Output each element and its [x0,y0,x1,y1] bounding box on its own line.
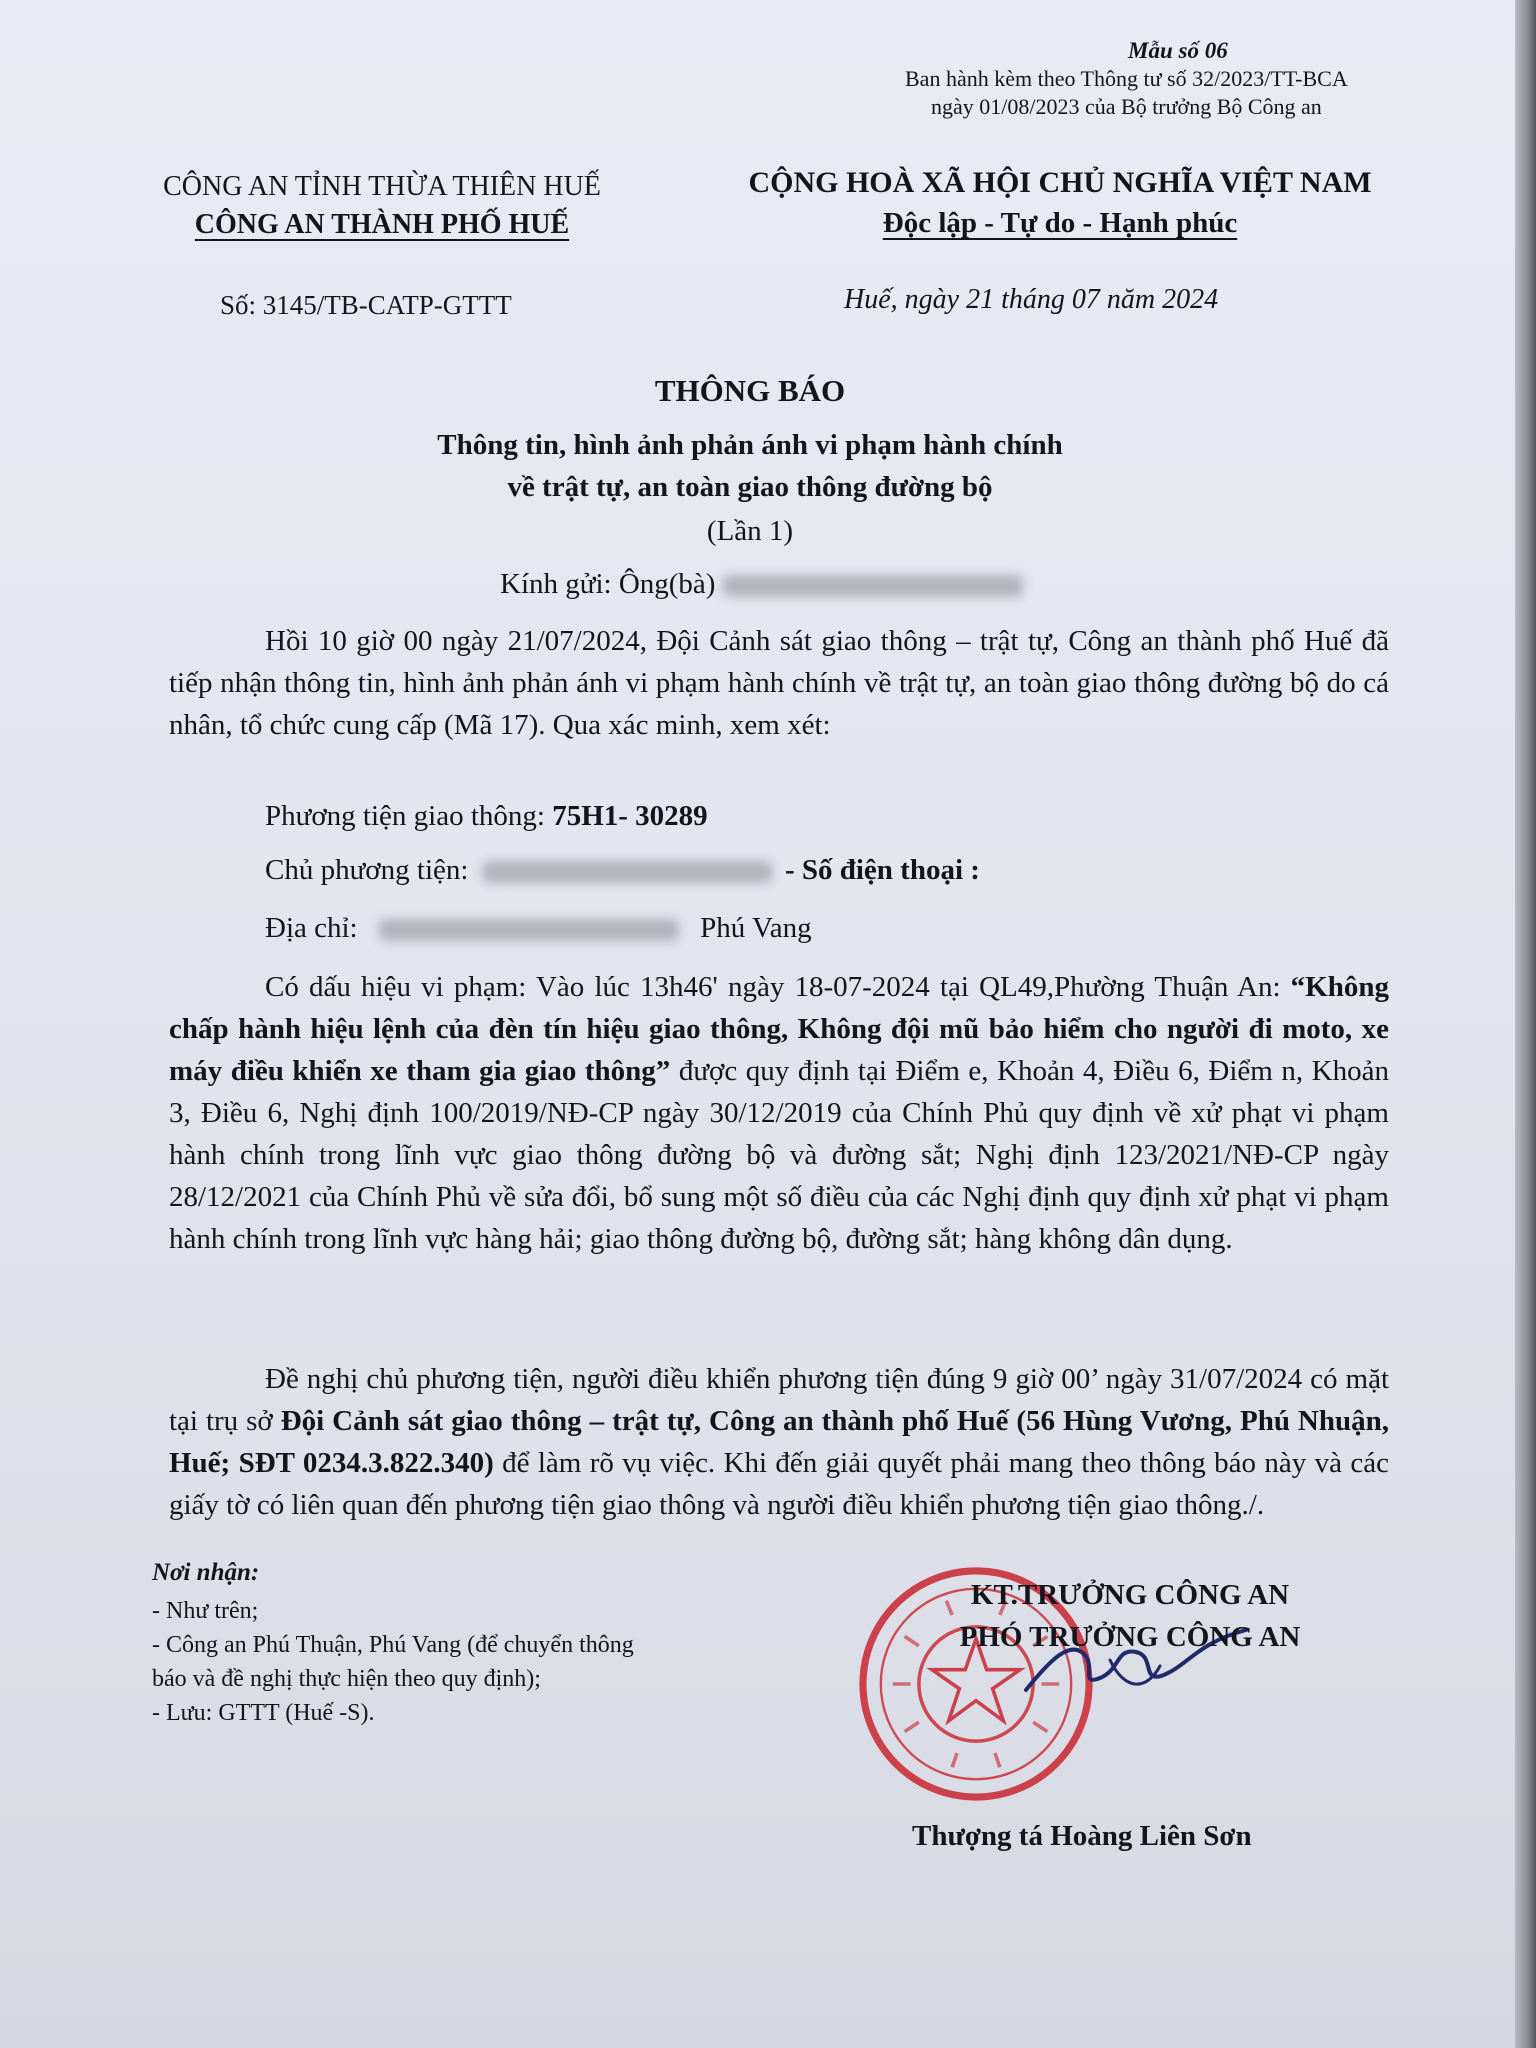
violation-legal-basis: được quy định tại Điểm e, Khoản 4, Điều 6, Điểm n, Khoản 3, Điều 6, Nghị định 100/2019/NĐ-CP ngày 30/12/2019 của Chính Phủ quy định về xử phạt vi phạm hành chính trong lĩnh vực giao thông đường bộ và đường sắt; Nghị định 123/2021/NĐ-CP ngày 28/12/2021 của Chính Phủ về sửa đổi, bổ sung một số điều của các Nghị định quy định xử phạt vi phạm hành chính trong lĩnh vực hàng hải; giao thông đường bộ, đường sắt; hàng không dân dụng. [169,1055,1389,1255]
form-issued-date: ngày 01/08/2023 của Bộ trưởng Bộ Công an [931,94,1322,119]
address-label: Địa chỉ: [265,912,358,944]
address-line [265,912,812,945]
title-attempt: (Lần 1) [706,515,794,547]
owner-line [265,854,980,887]
recipient-label: Kính gửi: Ông(bà) [500,568,716,600]
title-block [300,370,1200,552]
recipients-item: - Công an Phú Thuận, Phú Vang (để chuyển thông [152,1632,634,1658]
document-title: THÔNG BÁO [654,373,846,408]
title-line-2: về trật tự, an toàn giao thông đường bộ [507,471,993,503]
signature-line-1: KT.TRƯỞNG CÔNG AN [970,1579,1290,1611]
agency-name [112,206,652,244]
request-paragraph [169,1358,1389,1526]
agency-parent: CÔNG AN TỈNH THỪA THIÊN HUẾ [163,171,601,202]
recipients-item: - Như trên; [152,1598,259,1624]
redacted-address [379,919,679,941]
redacted-owner-name [482,861,772,883]
recipients-block [152,1556,634,1730]
vehicle-label: Phương tiện giao thông: [265,800,545,832]
recipients-item: báo và đề nghị thực hiện theo quy định); [152,1666,541,1692]
request-lead: Đề nghị chủ phương tiện, người điều khiển phương tiện đúng 9 giờ 00’ ngày 31/07/2024 có mặt tại trụ sở [169,1363,1389,1437]
signature-line-2: PHÓ TRƯỞNG CÔNG AN [959,1621,1301,1653]
nation-block [700,163,1420,243]
document-number: Số: 3145/TB-CATP-GTTT [220,290,512,320]
vehicle-line [265,800,708,833]
form-issued-with: Ban hành kèm theo Thông tư số 32/2023/TT-BCA [905,66,1348,91]
phone-label: - Số điện thoại : [784,854,980,886]
violation-quote: “Không chấp hành hiệu lệnh của đèn tín hiệu giao thông, Không đội mũ bảo hiểm cho người đi moto, xe máy điều khiển xe tham gia giao thông” [169,971,1389,1087]
nation-name: CỘNG HOÀ XÃ HỘI CHỦ NGHĨA VIỆT NAM [748,166,1372,199]
redacted-recipient-name [723,575,1023,597]
form-number: Mẫu số 06 [1128,38,1228,63]
signature-block [890,1574,1370,1658]
intro-paragraph: Hồi 10 giờ 00 ngày 21/07/2024, Đội Cảnh sát giao thông – trật tự, Công an thành phố Huế đã tiếp nhận thông tin, hình ảnh phản ánh vi phạm hành chính về trật tự, an toàn giao thông đường bộ do cá nhân, tổ chức cung cấp (Mã 17). Qua xác minh, xem xét: [169,625,1389,741]
recipient-line [500,568,1023,601]
signer-name: Thượng tá Hoàng Liên Sơn [912,1820,1252,1852]
title-line-1: Thông tin, hình ảnh phản ánh vi phạm hành chính [437,429,1063,461]
agency-block [112,168,652,244]
place-date: Huế, ngày 21 tháng 07 năm 2024 [844,284,1219,315]
national-motto [700,203,1420,243]
violation-lead: Có dấu hiệu vi phạm: Vào lúc 13h46' ngày 18-07-2024 tại QL49,Phường Thuận An: [265,971,1291,1003]
agency-name-text: CÔNG AN THÀNH PHỐ HUẾ [194,209,570,240]
violation-paragraph [169,966,1389,1260]
recipients-title: Nơi nhận: [152,1559,260,1586]
vehicle-plate: 75H1- 30289 [552,800,708,832]
paper-edge [1515,0,1536,2048]
request-tail: để làm rõ vụ việc. Khi đến giải quyết phải mang theo thông báo này và các giấy tờ có liên quan đến phương tiện giao thông và người điều khiển phương tiện giao thông./. [169,1447,1389,1521]
national-motto-text: Độc lập - Tự do - Hạnh phúc [882,207,1238,239]
recipients-item: - Lưu: GTTT (Huế -S). [152,1700,375,1726]
address-suffix: Phú Vang [700,912,812,944]
owner-label: Chủ phương tiện: [265,854,469,886]
request-place: Đội Cảnh sát giao thông – trật tự, Công an thành phố Huế (56 Hùng Vương, Phú Nhuận, Huế; SĐT 0234.3.822.340) [169,1405,1389,1479]
